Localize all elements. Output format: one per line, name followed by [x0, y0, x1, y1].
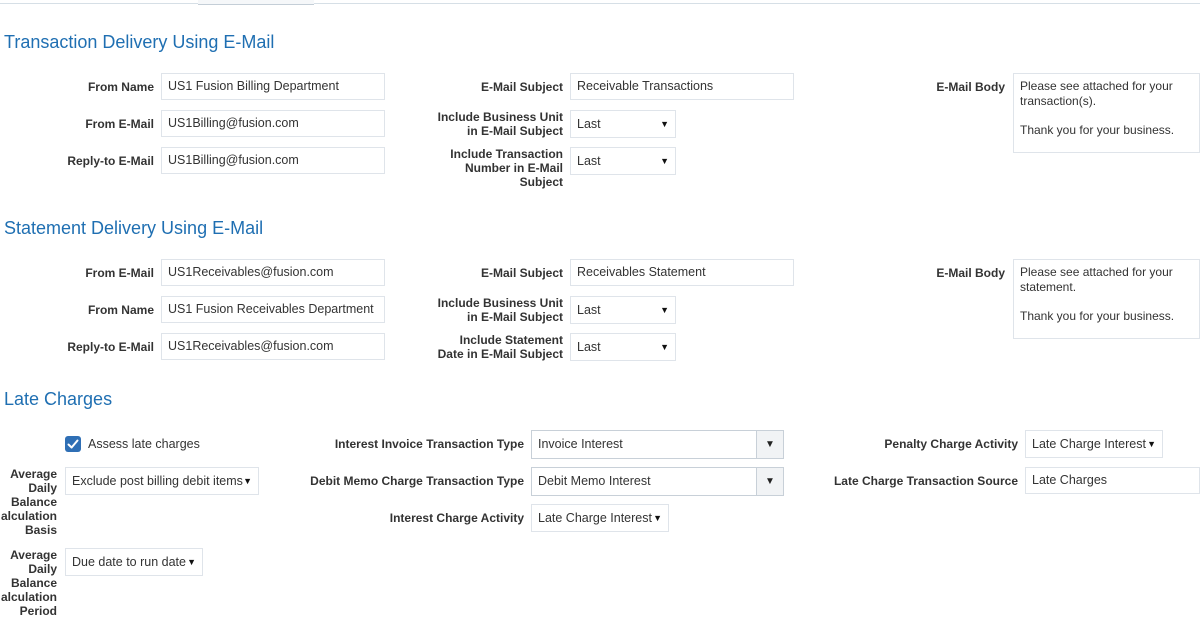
chevron-down-icon[interactable]: ▼: [756, 468, 783, 495]
avg-balance-period-label: [1, 548, 57, 618]
debit-memo-type-label: Debit Memo Charge Transaction Type: [310, 474, 524, 488]
avg-basis-value: Exclude post billing debit items: [72, 474, 243, 488]
avg-basis-label-line: alculation: [0, 509, 57, 523]
stmt-email-subject-input[interactable]: Receivables Statement: [570, 259, 794, 286]
interest-invoice-type-label: Interest Invoice Transaction Type: [334, 437, 524, 451]
include-bu-label-line: Include Business Unit: [437, 110, 563, 124]
stmt-from-name-input[interactable]: US1 Fusion Receivables Department: [161, 296, 385, 323]
late-charge-source-label: Late Charge Transaction Source: [833, 474, 1018, 488]
stmt-include-date-label: [438, 333, 563, 361]
avg-period-label-line: Period: [19, 604, 57, 618]
stmt-include-bu-value: Last: [577, 303, 601, 317]
include-bu-select[interactable]: [570, 110, 676, 138]
chevron-down-icon: ▼: [660, 156, 669, 166]
avg-period-label-line: Average: [10, 548, 57, 562]
from-name-input[interactable]: US1 Fusion Billing Department: [161, 73, 385, 100]
email-body-label: E-Mail Body: [936, 80, 1005, 94]
email-subject-label: E-Mail Subject: [480, 80, 563, 94]
debit-memo-type-value: Debit Memo Interest: [538, 474, 651, 488]
avg-basis-label-line: Balance: [10, 495, 57, 509]
stmt-include-bu-select[interactable]: [570, 296, 676, 324]
penalty-charge-activity-value: Late Charge Interest: [1032, 437, 1146, 451]
stmt-include-bu-label-line: in E-Mail Subject: [466, 310, 563, 324]
avg-period-value: Due date to run date: [72, 555, 186, 569]
avg-basis-label-line: Average: [10, 467, 57, 481]
interest-charge-activity-select[interactable]: [531, 504, 669, 532]
penalty-charge-activity-select[interactable]: [1025, 430, 1163, 458]
chevron-down-icon: ▼: [660, 305, 669, 315]
stmt-include-date-label-line: Include Statement: [459, 333, 563, 347]
interest-invoice-type-combo[interactable]: [531, 430, 784, 459]
chevron-down-icon: ▼: [660, 119, 669, 129]
interest-invoice-type-value: Invoice Interest: [538, 437, 623, 451]
avg-period-label-line: Balance: [10, 576, 57, 590]
debit-memo-type-combo[interactable]: [531, 467, 784, 496]
chevron-down-icon: ▼: [660, 342, 669, 352]
stmt-email-body-textarea[interactable]: Please see attached for your statement. Thank you for your business.: [1013, 259, 1200, 339]
interest-charge-activity-value: Late Charge Interest: [538, 511, 652, 525]
stmt-from-email-input[interactable]: US1Receivables@fusion.com: [161, 259, 385, 286]
chevron-down-icon: ▼: [243, 476, 252, 486]
include-txn-label-line: Number in E-Mail: [464, 161, 563, 175]
stmt-from-email-label: From E-Mail: [85, 266, 154, 280]
avg-period-label-line: alculation: [0, 590, 57, 604]
chevron-down-icon: ▼: [187, 557, 196, 567]
from-email-input[interactable]: US1Billing@fusion.com: [161, 110, 385, 137]
from-name-label: From Name: [87, 80, 154, 94]
interest-charge-activity-label: Interest Charge Activity: [389, 511, 524, 525]
stmt-include-date-value: Last: [577, 340, 601, 354]
stmt-include-date-label-line: Date in E-Mail Subject: [437, 347, 563, 361]
penalty-charge-activity-label: Penalty Charge Activity: [884, 437, 1018, 451]
email-body-textarea[interactable]: Please see attached for your transaction(s). Thank you for your business.: [1013, 73, 1200, 153]
top-divider: [0, 3, 1200, 4]
reply-to-input[interactable]: US1Billing@fusion.com: [161, 147, 385, 174]
include-txn-label-line: Include Transaction: [450, 147, 563, 161]
stmt-include-bu-label: [438, 296, 563, 324]
stmt-include-date-select[interactable]: [570, 333, 676, 361]
checkmark-icon: [67, 438, 79, 450]
include-bu-label-line: in E-Mail Subject: [466, 124, 563, 138]
avg-balance-period-select[interactable]: [65, 548, 203, 576]
stmt-reply-to-input[interactable]: US1Receivables@fusion.com: [161, 333, 385, 360]
stmt-from-name-label: From Name: [87, 303, 154, 317]
stmt-email-body-label: E-Mail Body: [936, 266, 1005, 280]
assess-late-charges-label: Assess late charges: [88, 437, 200, 451]
section-title-statement: Statement Delivery Using E-Mail: [4, 218, 264, 238]
top-tab[interactable]: [198, 0, 314, 5]
reply-to-label: Reply-to E-Mail: [67, 154, 154, 168]
stmt-include-bu-label-line: Include Business Unit: [437, 296, 563, 310]
include-txn-value: Last: [577, 154, 601, 168]
include-txn-number-label: [450, 147, 563, 189]
include-txn-label-line: Subject: [519, 175, 563, 189]
email-subject-input[interactable]: Receivable Transactions: [570, 73, 794, 100]
late-charge-source-input[interactable]: Late Charges: [1025, 467, 1200, 494]
include-bu-label: [438, 110, 563, 138]
section-title-transaction: Transaction Delivery Using E-Mail: [4, 32, 275, 52]
include-txn-number-select[interactable]: [570, 147, 676, 175]
avg-basis-label-line: Basis: [24, 523, 57, 537]
avg-balance-basis-select[interactable]: [65, 467, 259, 495]
include-bu-value: Last: [577, 117, 601, 131]
chevron-down-icon[interactable]: ▼: [756, 431, 783, 458]
chevron-down-icon: ▼: [653, 513, 662, 523]
avg-balance-basis-label: [1, 467, 57, 537]
avg-period-label-line: Daily: [28, 562, 57, 576]
stmt-reply-to-label: Reply-to E-Mail: [67, 340, 154, 354]
chevron-down-icon: ▼: [1147, 439, 1156, 449]
assess-late-charges-checkbox[interactable]: [65, 436, 81, 452]
from-email-label: From E-Mail: [85, 117, 154, 131]
avg-basis-label-line: Daily: [28, 481, 57, 495]
stmt-email-subject-label: E-Mail Subject: [480, 266, 563, 280]
section-title-late-charges: Late Charges: [4, 389, 113, 409]
